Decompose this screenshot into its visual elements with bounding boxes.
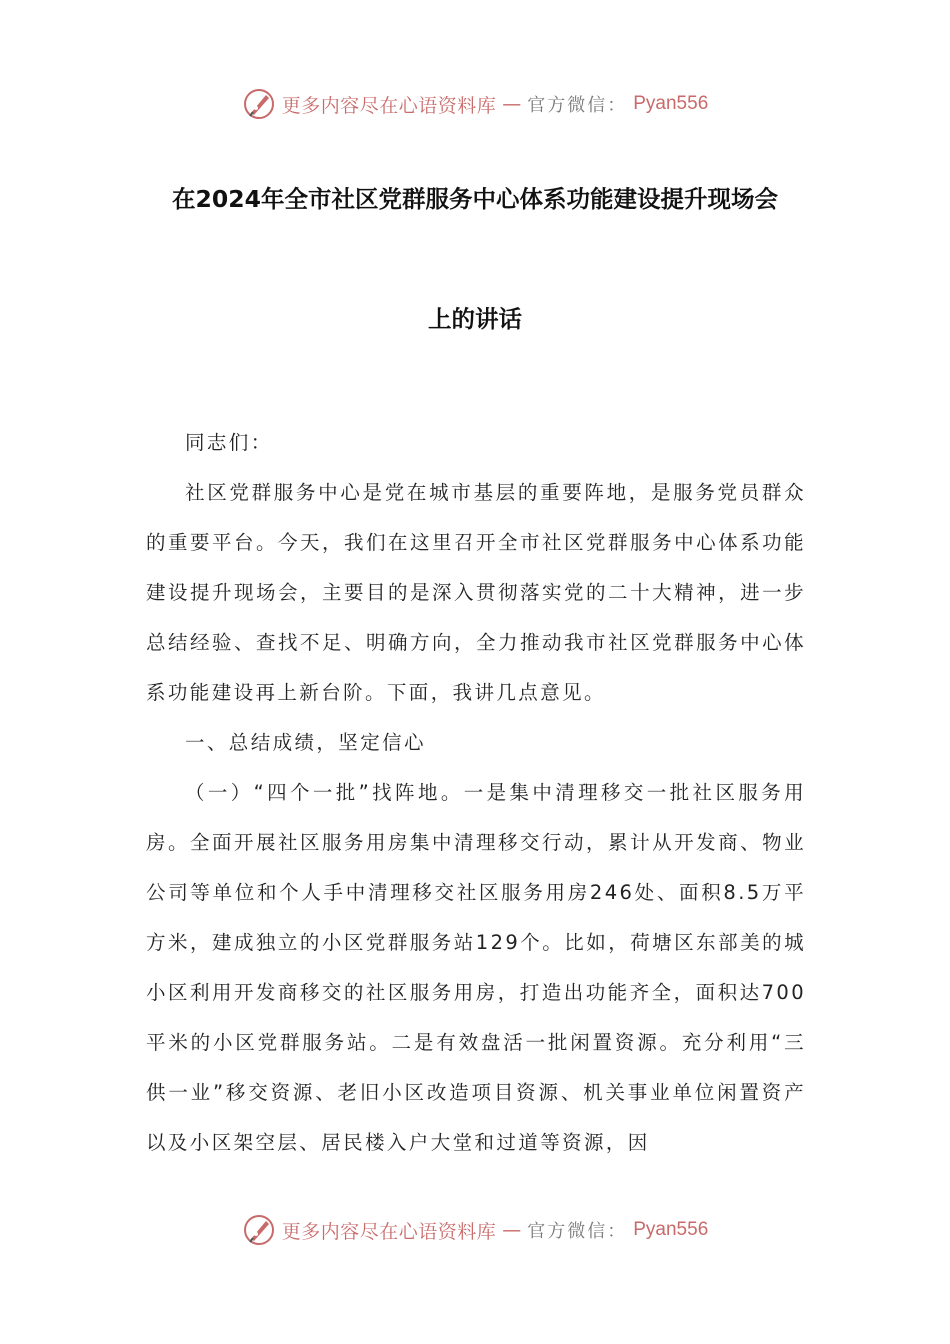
- document-title-line-1: 在2024年全市社区党群服务中心体系功能建设提升现场会: [172, 185, 778, 213]
- watermark-banner-top: [0, 82, 950, 126]
- watermark-main-text: 更多内容尽在心语资料库: [281, 1220, 497, 1243]
- greeting: 同志们：: [185, 431, 273, 454]
- document-title-line-2: 上的讲话: [428, 305, 522, 333]
- watermark-official-label: 官方微信：: [527, 1221, 628, 1242]
- watermark-separator: —: [502, 93, 522, 115]
- document-body: [146, 418, 806, 1168]
- watermark-official-label: 官方微信：: [527, 95, 628, 116]
- watermark-separator: —: [502, 1219, 522, 1241]
- section-heading-1: 一、总结成绩，坚定信心: [185, 731, 426, 754]
- watermark-wechat-id: Pyan556: [633, 93, 709, 114]
- body-paragraph-1: （一）“四个一批”找阵地。一是集中清理移交一批社区服务用房。全面开展社区服务用房集中清理移交行动，累计从开发商、物业公司等单位和个人手中清理移交社区服务用房246处、面积8.5万平方米，建成独立的小区党群服务站129个。比如，荷塘区东部美的城小区利用开发商移交的社区服务用房，打造出功能齐全，面积达700平米的小区党群服务站。二是有效盘活一批闲置资源。充分利用“三供一业”移交资源、老旧小区改造项目资源、机关事业单位闲置资产以及小区架空层、居民楼入户大堂和过道等资源，因: [146, 781, 806, 1154]
- quill-pen-logo-icon: [242, 87, 276, 121]
- quill-pen-logo-icon: [242, 1213, 276, 1247]
- watermark-banner-bottom: [0, 1208, 950, 1252]
- watermark-main-text: 更多内容尽在心语资料库: [281, 94, 497, 117]
- body-paragraph-intro: 社区党群服务中心是党在城市基层的重要阵地，是服务党员群众的重要平台。今天，我们在这里召开全市社区党群服务中心体系功能建设提升现场会，主要目的是深入贯彻落实党的二十大精神，进一步总结经验、查找不足、明确方向，全力推动我市社区党群服务中心体系功能建设再上新台阶。下面，我讲几点意见。: [146, 481, 806, 704]
- watermark-wechat-id: Pyan556: [633, 1219, 709, 1240]
